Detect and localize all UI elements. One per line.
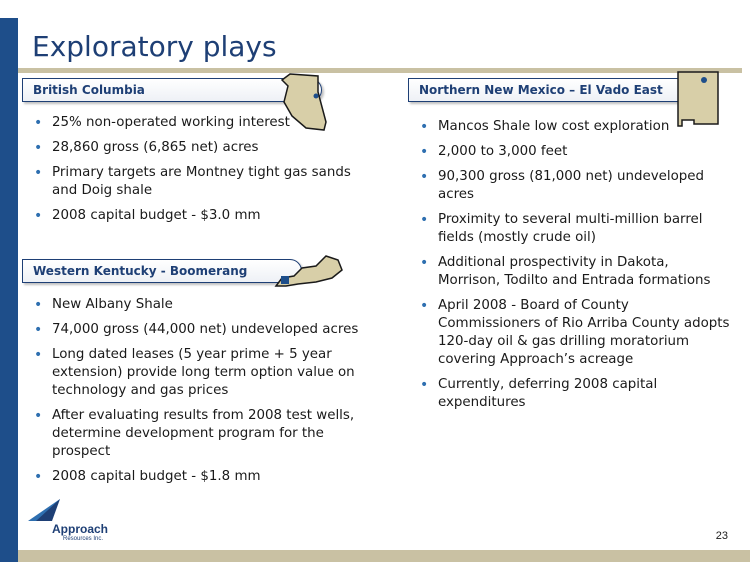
bullet-item: • Primary targets are Montney tight gas sands and Doig shale <box>30 164 375 200</box>
bullet-item: • 74,000 gross (44,000 net) undeveloped acres <box>30 321 375 339</box>
bullet-item: • Additional prospectivity in Dakota, Morrison, Todilto and Entrada formations <box>416 254 734 290</box>
british-columbia-header: British Columbia <box>22 78 322 102</box>
logo-name: Approach <box>52 522 109 536</box>
bullet-item: • 2008 capital budget - $3.0 mm <box>30 207 375 225</box>
page-number: 23 <box>715 530 728 542</box>
bullet-item: • April 2008 - Board of County Commissioners of Rio Arriba County adopts 120-day oil & gas drilling moratorium covering Approach’s acreage <box>416 297 734 369</box>
bullet-item: • New Albany Shale <box>30 296 375 314</box>
bullet-item: • Mancos Shale low cost exploration <box>416 118 734 136</box>
bullet-item: • 28,860 gross (6,865 net) acres <box>30 139 375 157</box>
bullet-item: • Proximity to several multi-million barrel fields (mostly crude oil) <box>416 211 734 247</box>
bottom-accent-bar <box>18 550 750 562</box>
northern-new-mexico-bullets <box>416 118 734 419</box>
left-accent-bar <box>0 18 18 562</box>
bullet-item: • Currently, deferring 2008 capital expenditures <box>416 376 734 412</box>
bullet-item: • 90,300 gross (81,000 net) undeveloped acres <box>416 168 734 204</box>
bullet-item: • 25% non-operated working interest <box>30 114 375 132</box>
northern-new-mexico-header: Northern New Mexico – El Vado East <box>408 78 698 102</box>
bullet-item: • 2008 capital budget - $1.8 mm <box>30 468 375 486</box>
bullet-item: • Long dated leases (5 year prime + 5 year extension) provide long term option value on technology and gas prices <box>30 346 375 400</box>
title-divider <box>18 68 742 73</box>
western-kentucky-bullets <box>30 296 375 493</box>
bullet-item: • 2,000 to 3,000 feet <box>416 143 734 161</box>
logo-subtitle: Resources Inc. <box>63 536 104 542</box>
bullet-item: • After evaluating results from 2008 test wells, determine development program for the prospect <box>30 407 375 461</box>
kentucky-map-icon <box>272 252 344 292</box>
british-columbia-bullets <box>30 114 375 232</box>
slide-title: Exploratory plays <box>32 30 277 63</box>
approach-logo-icon <box>26 497 66 525</box>
western-kentucky-header: Western Kentucky - Boomerang <box>22 259 302 283</box>
